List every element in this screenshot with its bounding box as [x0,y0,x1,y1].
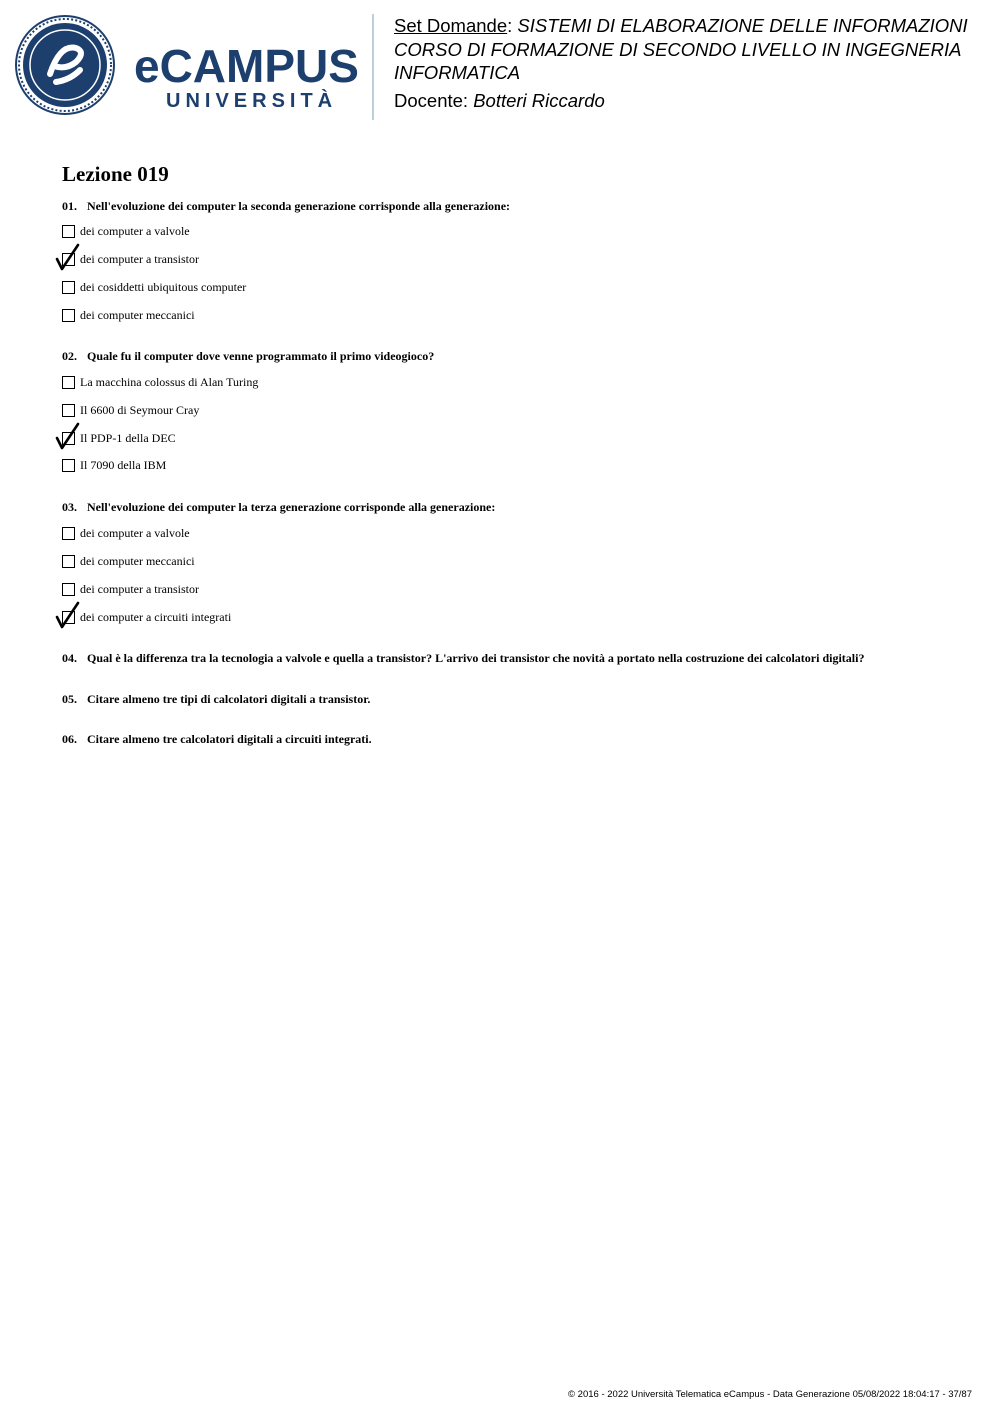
option-label: Il 6600 di Seymour Cray [80,403,200,417]
question-number: 03. [62,500,77,514]
set-title-line [394,14,994,38]
question-text: Nell'evoluzione dei computer la terza generazione corrisponde alla generazione: [87,500,496,514]
checkbox[interactable] [62,583,75,596]
question-06 [62,732,372,747]
question-text: Nell'evoluzione dei computer la seconda generazione corrisponde alla generazione: [87,199,511,213]
checkbox[interactable] [62,527,75,540]
checkbox[interactable] [62,432,75,445]
course-title: SISTEMI DI ELABORAZIONE DELLE INFORMAZIONI [517,15,968,36]
question-number: 04. [62,651,77,665]
question-text: Qual è la differenza tra la tecnologia a valvole e quella a transistor? L'arrivo dei transistor che novità a portato nella costruzione dei calcolatori digitali? [87,651,865,665]
checkbox[interactable] [62,376,75,389]
question-04 [62,651,864,666]
question-01 [62,199,510,214]
teacher-label: Docente: [394,89,469,111]
option-label: dei computer a valvole [80,526,190,540]
header-course-info [394,14,994,112]
set-colon: : [507,15,513,36]
question-03 [62,500,495,515]
teacher-line [394,89,994,113]
question-text: Quale fu il computer dove venne programmato il primo videogioco? [87,349,435,363]
option-label: dei computer a transistor [80,252,199,266]
page-footer: © 2016 - 2022 Università Telematica eCampus - Data Generazione 05/08/2022 18:04:17 - 37/87 [568,1389,972,1400]
course-subtitle-1: CORSO DI FORMAZIONE DI SECONDO LIVELLO IN INGEGNERIA [394,38,962,60]
question-02 [62,349,434,364]
question-number: 02. [62,349,77,363]
ecampus-logo [14,14,359,118]
option-label: dei computer a circuiti integrati [80,610,232,624]
header-divider [372,14,374,120]
option-label: dei cosiddetti ubiquitous computer [80,280,247,294]
option-label: Il 7090 della IBM [80,458,167,472]
checkbox[interactable] [62,253,75,266]
checkbox[interactable] [62,459,75,472]
question-text: Citare almeno tre calcolatori digitali a circuiti integrati. [87,732,372,746]
teacher-name: Botteri Riccardo [473,89,605,111]
checkbox[interactable] [62,225,75,238]
course-subtitle-2: INFORMATICA [394,62,521,83]
option-label: La macchina colossus di Alan Turing [80,375,259,389]
question-number: 05. [62,692,77,706]
lesson-title: Lezione 019 [62,162,169,186]
option-label: Il PDP-1 della DEC [80,431,176,445]
ecampus-university-text: UNIVERSITÀ [166,90,338,112]
question-number: 06. [62,732,77,746]
option-label: dei computer meccanici [80,554,195,568]
checkbox[interactable] [62,404,75,417]
checkbox[interactable] [62,281,75,294]
checkbox[interactable] [62,555,75,568]
set-label: Set Domande [394,15,508,36]
question-text: Citare almeno tre tipi di calcolatori digitali a transistor. [87,692,371,706]
ecampus-seal-icon [16,16,114,114]
checkbox[interactable] [62,309,75,322]
option-label: dei computer meccanici [80,308,195,322]
question-number: 01. [62,199,77,213]
option-label: dei computer a valvole [80,224,190,238]
option-label: dei computer a transistor [80,582,199,596]
ecampus-brand-text: eCAMPUS [134,40,359,92]
question-05 [62,692,370,707]
checkbox[interactable] [62,611,75,624]
